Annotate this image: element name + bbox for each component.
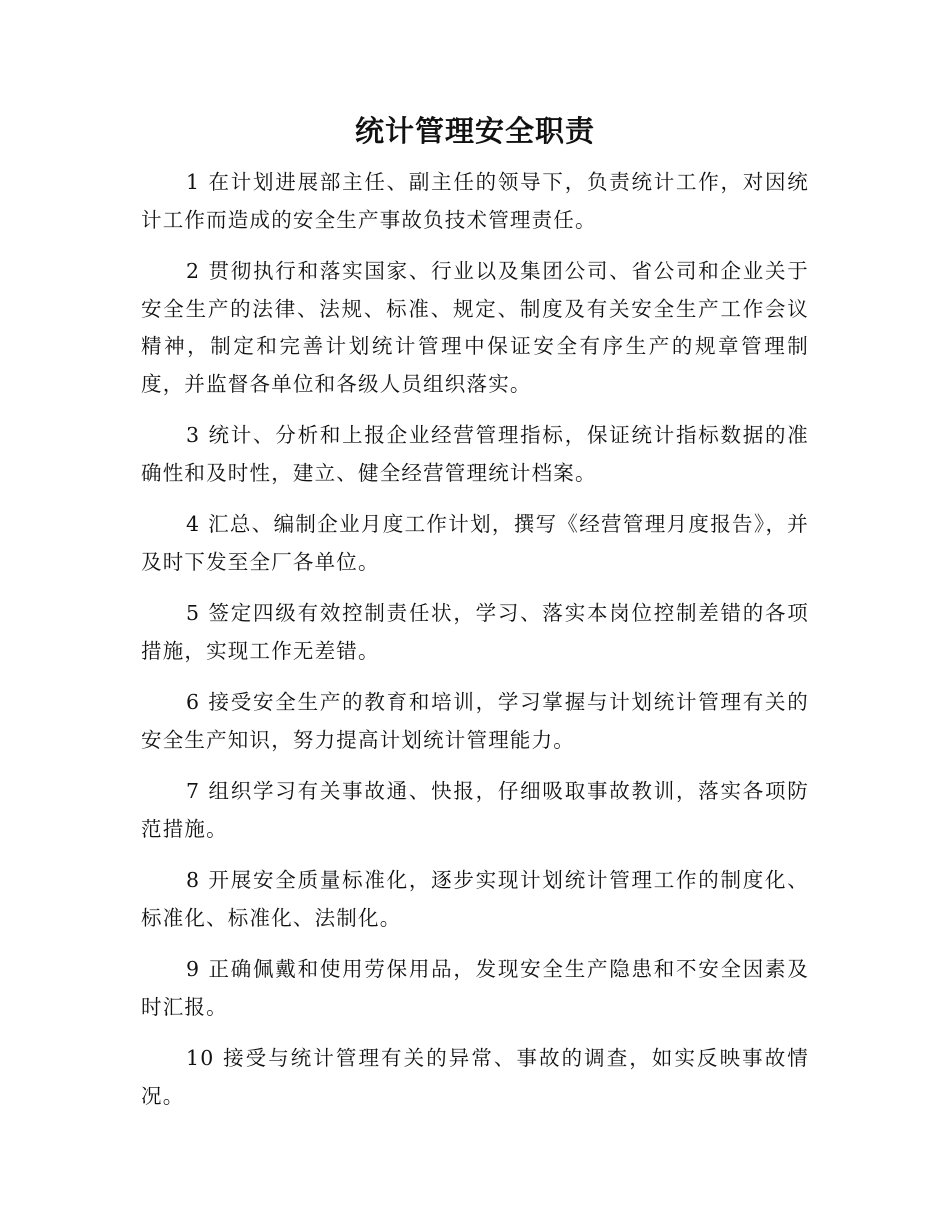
paragraph-3: 3 统计、分析和上报企业经营管理指标，保证统计指标数据的准确性和及时性，建立、健全经营管理统计档案。 [141,423,809,485]
document-title: 统计管理安全职责 [354,114,595,148]
paragraph-7: 7 组织学习有关事故通、快报，仔细吸取事故教训，落实各项防范措施。 [141,779,809,841]
paragraph-8: 8 开展安全质量标准化，逐步实现计划统计管理工作的制度化、标准化、标准化、法制化。 [141,868,809,930]
paragraph-6: 6 接受安全生产的教育和培训，学习掌握与计划统计管理有关的安全生产知识，努力提高计划统计管理能力。 [141,690,809,752]
paragraph-1: 1 在计划进展部主任、副主任的领导下，负责统计工作，对因统计工作而造成的安全生产事故负技术管理责任。 [141,170,809,232]
document-body [141,164,809,1129]
paragraph-2: 2 贯彻执行和落实国家、行业以及集团公司、省公司和企业关于安全生产的法律、法规、标准、规定、制度及有关安全生产工作会议精神，制定和完善计划统计管理中保证安全有序生产的规章管理制度，并监督各单位和各级人员组织落实。 [141,259,809,396]
paragraph-9: 9 正确佩戴和使用劳保用品，发现安全生产隐患和不安全因素及时汇报。 [141,957,809,1019]
paragraph-5: 5 签定四级有效控制责任状，学习、落实本岗位控制差错的各项措施，实现工作无差错。 [141,601,809,663]
paragraph-4: 4 汇总、编制企业月度工作计划，撰写《经营管理月度报告》，并及时下发至全厂各单位。 [141,512,809,574]
paragraph-10: 10 接受与统计管理有关的异常、事故的调查，如实反映事故情况。 [141,1046,809,1108]
